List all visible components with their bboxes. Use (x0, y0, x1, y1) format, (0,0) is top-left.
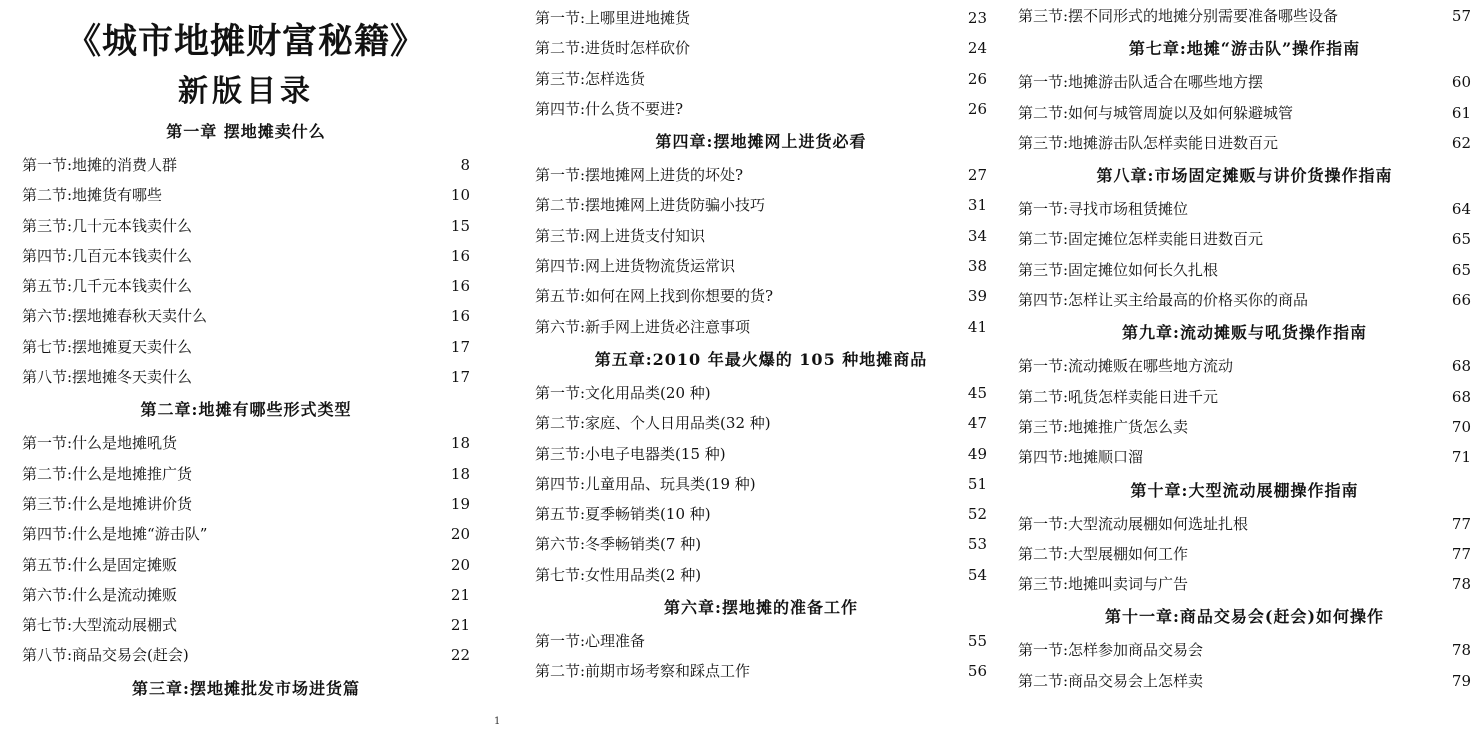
section-page-number: 62 (1451, 133, 1471, 152)
section-page-number: 56 (967, 662, 987, 681)
section-page-number: 51 (967, 474, 987, 493)
section-page-number: 22 (450, 646, 470, 665)
toc-section-row (535, 251, 987, 281)
section-page-number: 79 (1451, 671, 1471, 690)
section-label: 第三节:怎样选货 (535, 69, 646, 88)
section-label: 第二节:摆地摊网上进货防骗小技巧 (535, 196, 766, 215)
section-page-number: 39 (967, 287, 987, 306)
section-label: 第三节:小电子电器类(15 种) (535, 444, 726, 463)
toc-section-row (535, 160, 987, 190)
section-label: 第四节:什么是地摊“游击队” (22, 525, 208, 544)
document-subtitle: 新版目录 (178, 74, 314, 109)
section-label: 第四节:网上进货物流货运常识 (535, 257, 736, 276)
section-page-number: 8 (460, 156, 470, 174)
section-page-number: 53 (967, 535, 987, 554)
section-page-number: 70 (1451, 417, 1471, 436)
toc-section-row (22, 150, 470, 180)
section-label: 第三节:什么是地摊讲价货 (22, 494, 193, 513)
toc-section-row (1018, 128, 1471, 158)
toc-section-row (22, 519, 470, 549)
section-label: 第四节:怎样让买主给最高的价格买你的商品 (1018, 291, 1309, 310)
section-page-number: 55 (967, 632, 987, 651)
section-label: 第一节:寻找市场租赁摊位 (1018, 200, 1189, 219)
section-label: 第二节:什么是地摊推广货 (22, 464, 193, 483)
section-label: 第七节:女性用品类(2 种) (535, 565, 702, 584)
toc-column-1 (22, 0, 470, 707)
section-page-number: 77 (1451, 514, 1471, 533)
section-label: 第二节:吼货怎样卖能日进千元 (1018, 387, 1219, 406)
section-page-number: 45 (967, 383, 987, 402)
toc-section-row (535, 64, 987, 94)
section-page-number: 66 (1451, 291, 1471, 310)
section-page-number: 71 (1451, 448, 1471, 467)
toc-section-row (22, 332, 470, 362)
section-label: 第三节:地摊推广货怎么卖 (1018, 417, 1189, 436)
toc-section-row (1018, 224, 1471, 254)
section-page-number: 10 (450, 186, 470, 205)
toc-section-row (1018, 412, 1471, 442)
section-page-number: 65 (1451, 230, 1471, 249)
section-label: 第四节:什么货不要进? (535, 99, 684, 118)
toc-section-row (535, 439, 987, 469)
section-label: 第七节:摆地摊夏天卖什么 (22, 337, 193, 356)
toc-section-row (535, 221, 987, 251)
section-label: 第五节:夏季畅销类(10 种) (535, 505, 711, 524)
chapter-heading: 第五章:2010 年最火爆的 105 种地摊商品 (594, 349, 928, 369)
section-page-number: 68 (1451, 357, 1471, 376)
section-page-number: 60 (1451, 73, 1471, 92)
section-page-number: 18 (450, 464, 470, 483)
section-label: 第六节:冬季畅销类(7 种) (535, 535, 702, 554)
section-label: 第六节:摆地摊春秋天卖什么 (22, 307, 208, 326)
toc-section-row (1018, 666, 1471, 696)
section-label: 第二节:进货时怎样砍价 (535, 39, 691, 58)
section-page-number: 17 (450, 368, 470, 387)
chapter-heading: 第九章:流动摊贩与吼货操作指南 (1122, 323, 1367, 343)
section-label: 第三节:固定摊位如何长久扎根 (1018, 260, 1219, 279)
section-page-number: 26 (967, 99, 987, 118)
toc-section-row (535, 560, 987, 590)
toc-section-row (535, 469, 987, 499)
section-label: 第二节:固定摊位怎样卖能日进数百元 (1018, 230, 1264, 249)
toc-section-row (1018, 98, 1471, 128)
section-page-number: 47 (967, 414, 987, 433)
section-page-number: 20 (450, 525, 470, 544)
section-label: 第一节:流动摊贩在哪些地方流动 (1018, 357, 1234, 376)
chapter-heading: 第十一章:商品交易会(赶会)如何操作 (1104, 607, 1385, 627)
section-label: 第四节:地摊顺口溜 (1018, 448, 1144, 467)
section-label: 第一节:地摊游击队适合在哪些地方摆 (1018, 73, 1264, 92)
section-page-number: 16 (450, 307, 470, 326)
section-page-number: 34 (967, 226, 987, 245)
chapter-heading: 第一章 摆地摊卖什么 (166, 122, 326, 141)
toc-section-row (1018, 635, 1471, 665)
toc-section-row (1018, 351, 1471, 381)
toc-section-row (535, 529, 987, 559)
toc-section-row (1018, 509, 1471, 539)
section-label: 第五节:几千元本钱卖什么 (22, 277, 193, 296)
section-page-number: 18 (450, 434, 470, 453)
section-label: 第二节:家庭、个人日用品类(32 种) (535, 414, 771, 433)
section-page-number: 21 (450, 616, 470, 635)
section-page-number: 52 (967, 505, 987, 524)
toc-section-row (535, 499, 987, 529)
toc-section-row (1018, 442, 1471, 472)
section-label: 第一节:摆地摊网上进货的坏处? (535, 166, 744, 185)
toc-section-row (22, 301, 470, 331)
section-page-number: 24 (967, 39, 987, 58)
section-label: 第二节:大型展棚如何工作 (1018, 544, 1189, 563)
section-page-number: 41 (967, 317, 987, 336)
section-page-number: 19 (450, 494, 470, 513)
section-label: 第五节:什么是固定摊贩 (22, 555, 178, 574)
toc-section-row (22, 489, 470, 519)
section-label: 第六节:新手网上进货必注意事项 (535, 317, 751, 336)
toc-section-row (1018, 569, 1471, 599)
section-label: 第一节:上哪里进地摊货 (535, 9, 691, 27)
section-page-number: 38 (967, 257, 987, 276)
section-label: 第七节:大型流动展棚式 (22, 616, 178, 635)
section-label: 第六节:什么是流动摊贩 (22, 585, 178, 604)
section-label: 第二节:如何与城管周旋以及如何躲避城管 (1018, 103, 1294, 122)
section-label: 第一节:地摊的消费人群 (22, 156, 178, 174)
toc-section-row (22, 180, 470, 210)
toc-section-row (22, 580, 470, 610)
section-page-number: 57 (1451, 7, 1471, 25)
toc-section-row (535, 3, 987, 33)
toc-section-row (22, 610, 470, 640)
toc-entries (1018, 1, 1471, 696)
toc-section-row (535, 656, 987, 686)
section-label: 第三节:地摊游击队怎样卖能日进数百元 (1018, 133, 1279, 152)
section-label: 第二节:前期市场考察和踩点工作 (535, 662, 751, 681)
section-page-number: 78 (1451, 641, 1471, 660)
chapter-heading: 第十章:大型流动展棚操作指南 (1130, 480, 1359, 500)
section-label: 第三节:地摊叫卖词与广告 (1018, 575, 1189, 594)
section-page-number: 15 (450, 216, 470, 235)
toc-entries (535, 3, 987, 687)
toc-section-row (535, 94, 987, 124)
toc-section-row (1018, 67, 1471, 97)
section-label: 第一节:怎样参加商品交易会 (1018, 641, 1204, 660)
page-number: 1 (494, 716, 501, 727)
toc-section-row (22, 241, 470, 271)
section-page-number: 65 (1451, 260, 1471, 279)
toc-section-row (22, 271, 470, 301)
section-label: 第四节:儿童用品、玩具类(19 种) (535, 474, 756, 493)
toc-section-row (22, 428, 470, 458)
section-label: 第四节:几百元本钱卖什么 (22, 246, 193, 265)
section-label: 第二节:地摊货有哪些 (22, 186, 163, 205)
toc-section-row (1018, 539, 1471, 569)
section-label: 第三节:摆不同形式的地摊分别需要准备哪些设备 (1018, 7, 1339, 25)
chapter-heading: 第四章:摆地摊网上进货必看 (655, 132, 867, 152)
section-label: 第二节:商品交易会上怎样卖 (1018, 671, 1204, 690)
section-label: 第一节:心理准备 (535, 632, 646, 651)
chapter-heading: 第八章:市场固定摊贩与讲价货操作指南 (1096, 166, 1393, 186)
chapter-heading: 第三章:摆地摊批发市场进货篇 (132, 678, 360, 698)
section-page-number: 54 (967, 565, 987, 584)
toc-section-row (1018, 1, 1471, 31)
section-page-number: 16 (450, 277, 470, 296)
section-label: 第五节:如何在网上找到你想要的货? (535, 287, 774, 306)
section-page-number: 16 (450, 246, 470, 265)
section-page-number: 77 (1451, 544, 1471, 563)
section-page-number: 68 (1451, 387, 1471, 406)
toc-section-row (1018, 382, 1471, 412)
toc-section-row (22, 211, 470, 241)
section-page-number: 49 (967, 444, 987, 463)
section-label: 第八节:摆地摊冬天卖什么 (22, 368, 193, 387)
section-label: 第三节:网上进货支付知识 (535, 226, 706, 245)
toc-section-row (535, 33, 987, 63)
section-page-number: 21 (450, 585, 470, 604)
toc-section-row (1018, 285, 1471, 315)
toc-column-3 (1018, 0, 1471, 696)
toc-entries (22, 114, 470, 707)
toc-section-row (1018, 255, 1471, 285)
chapter-heading: 第六章:摆地摊的准备工作 (664, 598, 858, 618)
section-page-number: 26 (967, 69, 987, 88)
section-page-number: 23 (967, 9, 987, 27)
toc-column-2 (535, 0, 987, 687)
section-page-number: 20 (450, 555, 470, 574)
toc-section-row (22, 459, 470, 489)
section-page-number: 78 (1451, 575, 1471, 594)
section-page-number: 64 (1451, 200, 1471, 219)
toc-section-row (22, 550, 470, 580)
section-label: 第一节:什么是地摊吼货 (22, 434, 178, 453)
section-page-number: 31 (967, 196, 987, 215)
section-page-number: 61 (1451, 103, 1471, 122)
chapter-heading: 第二章:地摊有哪些形式类型 (140, 400, 352, 420)
section-page-number: 27 (967, 166, 987, 185)
toc-section-row (535, 408, 987, 438)
section-label: 第三节:几十元本钱卖什么 (22, 216, 193, 235)
toc-section-row (1018, 194, 1471, 224)
document-title: 《城市地摊财富秘籍》 (65, 21, 426, 62)
toc-section-row (535, 190, 987, 220)
section-label: 第一节:文化用品类(20 种) (535, 383, 711, 402)
toc-section-row (22, 362, 470, 392)
toc-section-row (535, 626, 987, 656)
toc-section-row (22, 640, 470, 670)
section-page-number: 17 (450, 337, 470, 356)
section-label: 第八节:商品交易会(赶会) (22, 646, 189, 665)
toc-section-row (535, 378, 987, 408)
toc-section-row (535, 312, 987, 342)
chapter-heading: 第七章:地摊“游击队”操作指南 (1128, 39, 1361, 59)
toc-section-row (535, 281, 987, 311)
section-label: 第一节:大型流动展棚如何选址扎根 (1018, 514, 1249, 533)
